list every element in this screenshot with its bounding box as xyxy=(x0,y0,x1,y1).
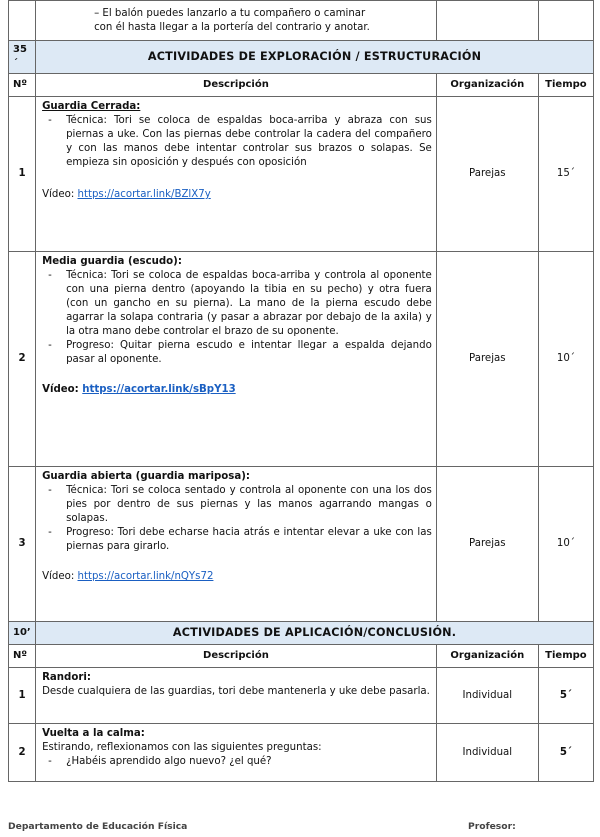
header-desc: Descripción xyxy=(36,645,437,668)
activity-organization: Parejas xyxy=(436,252,538,467)
continuation-row xyxy=(9,1,594,41)
section-application xyxy=(9,622,594,645)
activity-organization: Individual xyxy=(436,724,538,782)
section-time: 10’ xyxy=(9,622,36,645)
activity-description xyxy=(36,252,437,467)
conclusion-row xyxy=(9,724,594,782)
header-org: Organización xyxy=(436,645,538,668)
activity-time: 5´ xyxy=(538,668,593,724)
activity-time: 15´ xyxy=(538,97,593,252)
conclusion-row xyxy=(9,668,594,724)
header-time: Tiempo xyxy=(538,645,593,668)
activity-time: 10´ xyxy=(538,467,593,622)
activity-organization: Parejas xyxy=(436,467,538,622)
header-row xyxy=(9,645,594,668)
bullet-item: - Técnica: Tori se coloca sentado y controla al oponente con una los dos pies por dentro de sus piernas y las manos agarrando mangas o solapas. xyxy=(66,484,432,526)
activity-description xyxy=(36,724,437,782)
bullet-item: - Progreso: Quitar pierna escudo e intentar llegar a espalda dejando pasar al oponente. xyxy=(66,339,432,367)
continuation-text xyxy=(36,1,437,41)
header-desc: Descripción xyxy=(36,74,437,97)
activity-title: Guardia Cerrada: xyxy=(42,101,141,112)
bullet-item: - Progreso: Tori debe echarse hacia atrás e intentar elevar a uke con las piernas para girarlo. xyxy=(66,526,432,554)
continuation-line-1: – El balón puedes lanzarlo a tu compañero o caminar xyxy=(94,7,366,19)
header-num: Nº xyxy=(9,645,36,668)
activity-row xyxy=(9,252,594,467)
activity-text: Desde cualquiera de las guardias, tori debe mantenerla y uke debe pasarla. xyxy=(42,686,430,697)
activity-num: 1 xyxy=(9,97,36,252)
header-num: Nº xyxy=(9,74,36,97)
activity-bullets xyxy=(42,484,432,554)
activity-num: 3 xyxy=(9,467,36,622)
activity-bullets xyxy=(42,269,432,367)
video-link[interactable]: https://acortar.link/nQYs72 xyxy=(77,571,214,582)
header-time: Tiempo xyxy=(538,74,593,97)
video-line xyxy=(42,188,432,202)
video-link[interactable]: https://acortar.link/BZlX7y xyxy=(77,189,211,200)
section-time: 35´ xyxy=(9,41,36,74)
activity-title: Guardia abierta (guardia mariposa): xyxy=(42,471,250,482)
footer-department: Departamento de Educación Física xyxy=(8,821,188,832)
video-label: Vídeo: xyxy=(42,384,83,395)
video-label: Vídeo: xyxy=(42,571,78,582)
activity-row xyxy=(9,97,594,252)
session-plan-table xyxy=(8,0,594,782)
activity-organization: Parejas xyxy=(436,97,538,252)
footer-teacher: Profesor: xyxy=(468,821,516,832)
bullet-item: - ¿Habéis aprendido algo nuevo? ¿el qué? xyxy=(66,755,432,769)
activity-row xyxy=(9,467,594,622)
activity-title: Media guardia (escudo): xyxy=(42,256,182,267)
video-line xyxy=(42,570,432,584)
video-label: Vídeo: xyxy=(42,189,78,200)
activity-description xyxy=(36,467,437,622)
section-title: ACTIVIDADES DE EXPLORACIÓN / ESTRUCTURACIÓN xyxy=(36,41,594,74)
activity-description xyxy=(36,97,437,252)
activity-num: 2 xyxy=(9,724,36,782)
activity-title: Vuelta a la calma: xyxy=(42,728,145,739)
continuation-line-2: con él hasta llegar a la portería del contrario y anotar. xyxy=(94,21,370,33)
activity-bullets xyxy=(42,114,432,170)
section-exploration xyxy=(9,41,594,74)
activity-organization: Individual xyxy=(436,668,538,724)
bullet-item: - Técnica: Tori se coloca de espaldas boca-arriba y abraza con sus piernas a uke. Con las piernas debe controlar la cadera del compañero y con las manos debe intentar controlar sus brazos o solapas. Se empieza sin oposición y después con oposición xyxy=(66,114,432,170)
activity-num: 2 xyxy=(9,252,36,467)
activity-num: 1 xyxy=(9,668,36,724)
video-link[interactable]: https://acortar.link/sBpY13 xyxy=(82,384,236,395)
header-row xyxy=(9,74,594,97)
header-org: Organización xyxy=(436,74,538,97)
activity-time: 10´ xyxy=(538,252,593,467)
activity-description xyxy=(36,668,437,724)
activity-bullets xyxy=(42,755,432,769)
activity-time: 5´ xyxy=(538,724,593,782)
activity-text: Estirando, reflexionamos con las siguientes preguntas: xyxy=(42,742,322,753)
section-title: ACTIVIDADES DE APLICACIÓN/CONCLUSIÓN. xyxy=(36,622,594,645)
bullet-item: - Técnica: Tori se coloca de espaldas boca-arriba y controla al oponente con una pierna dentro (apoyando la tibia en su pecho) y otra fuera (con un gancho en su pierna). La mano de la pierna escudo debe agarrar la solapa contraria (y pasar a abrazar por debajo de la axila) y la otra mano debe controlar el brazo de su oponente. xyxy=(66,269,432,339)
activity-title: Randori: xyxy=(42,672,91,683)
video-line xyxy=(42,383,432,397)
